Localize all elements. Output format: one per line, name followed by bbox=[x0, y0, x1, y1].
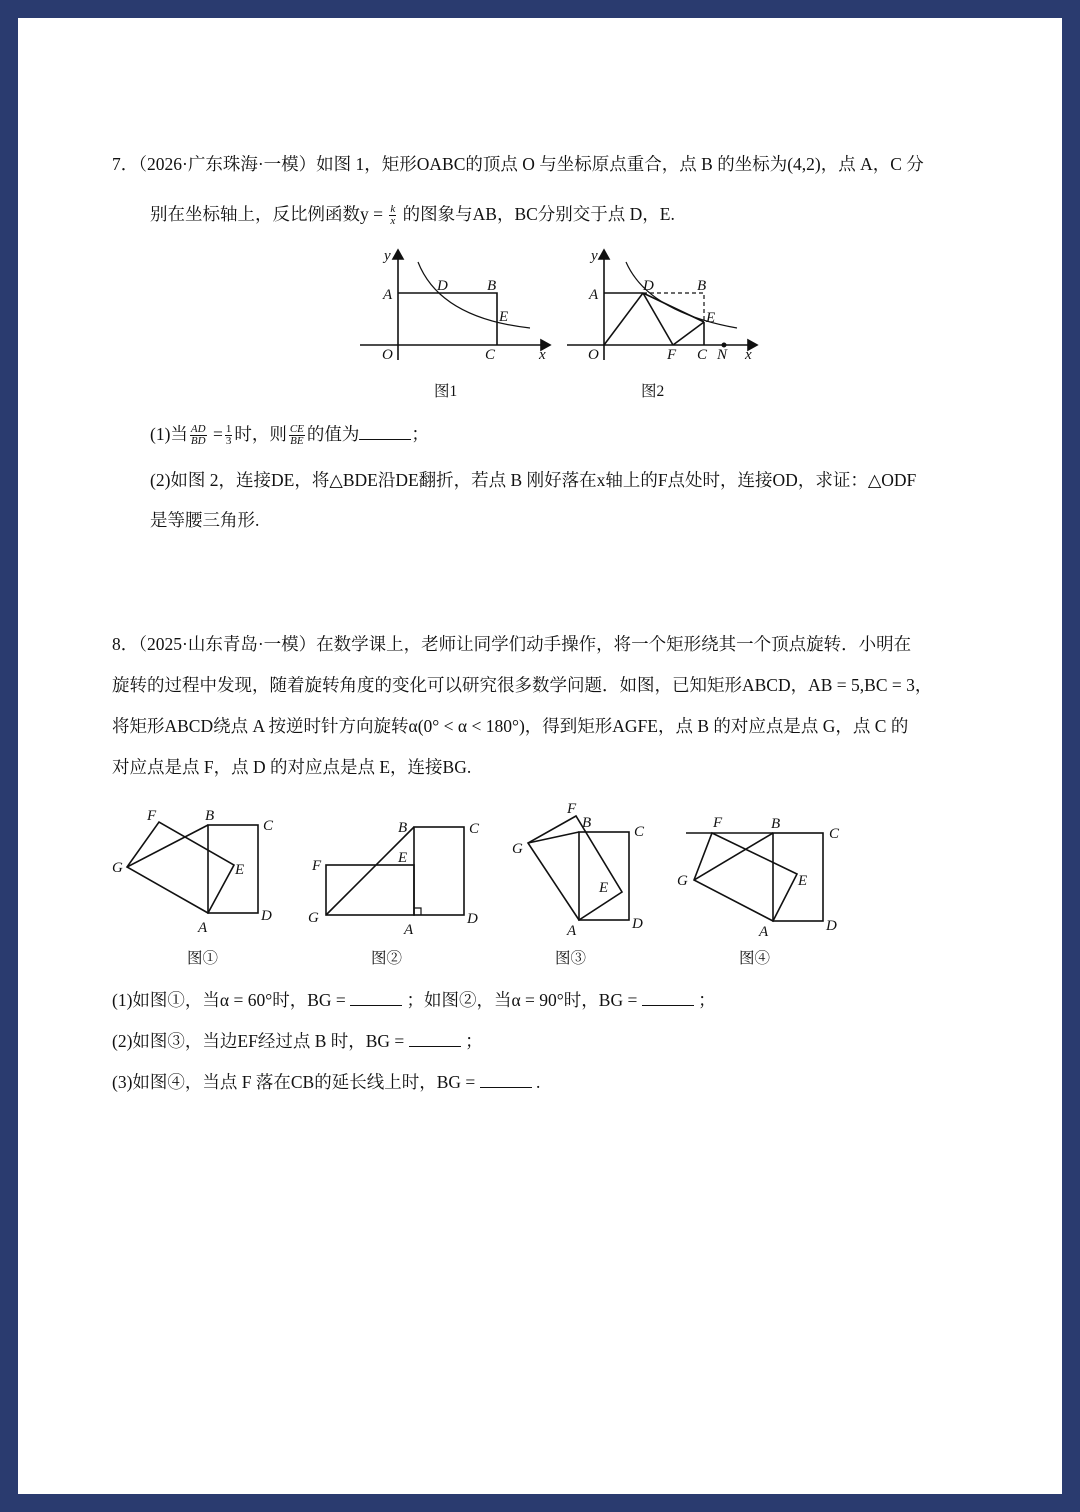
q7-stem-line1: 7．（2026·广东珠海·一模）如图 1，矩形OABC的顶点 O 与坐标原点重合，点 B 的坐标为(4,2)，点 A，C 分 bbox=[112, 154, 924, 174]
svg-text:G: G bbox=[112, 860, 123, 876]
q8-stem-line2: 旋转的过程中发现，随着旋转角度的变化可以研究很多数学问题．如图，已知矩形ABCD，AB = 5,BC = 3， bbox=[112, 675, 933, 695]
svg-text:D: D bbox=[632, 916, 643, 932]
svg-text:B: B bbox=[398, 820, 408, 836]
q8-stem-line3: 将矩形ABCD绕点 A 按逆时针方向旋转α(0° < α < 180°)，得到矩形AGFE，点 B 的对应点是点 G，点 C 的 bbox=[112, 716, 909, 736]
svg-text:F: F bbox=[312, 858, 322, 874]
svg-text:E: E bbox=[235, 862, 245, 878]
svg-text:E: E bbox=[599, 880, 609, 896]
svg-text:C: C bbox=[634, 824, 645, 840]
ad-bd-fraction: $\frac{AD}{BD}$ bbox=[190, 423, 206, 448]
q8-answer-blank-3[interactable] bbox=[409, 1030, 461, 1047]
svg-text:C: C bbox=[829, 826, 840, 842]
svg-text:A: A bbox=[198, 920, 208, 936]
svg-text:D: D bbox=[643, 278, 654, 294]
svg-text:F: F bbox=[713, 815, 723, 831]
svg-text:B: B bbox=[771, 816, 781, 832]
q7-part2-line1: (2)如图 2，连接DE，将△BDE沿DE翻折，若点 B 刚好落在x轴上的F点处时，连接OD，求证：△ODF bbox=[150, 470, 917, 490]
q8-figure-3-caption: 图③ bbox=[555, 950, 587, 967]
svg-text:E: E bbox=[499, 309, 509, 325]
q7-figure-2-caption: 图2 bbox=[641, 383, 665, 400]
svg-text:O: O bbox=[382, 347, 393, 363]
q8-answer-blank-2[interactable] bbox=[642, 989, 694, 1006]
svg-text:B: B bbox=[205, 808, 215, 824]
q7-part2-line2: 是等腰三角形. bbox=[150, 510, 260, 530]
ce-be-fraction: $\frac{CE}{BE}$ bbox=[289, 423, 304, 448]
q7-part1: (1)当 $\frac{AD}{BD}$ = $\frac{1}{3}$ 时，则 $\frac{CE}{BE}$ 的值为 ； bbox=[150, 423, 429, 448]
one-third-fraction: $\frac{1}{3}$ bbox=[225, 423, 232, 448]
q8-stem-line1: 8．（2025·山东青岛·一模）在数学课上，老师让同学们动手操作，将一个矩形绕其一个顶点旋转．小明在 bbox=[112, 634, 912, 654]
svg-text:B: B bbox=[487, 278, 497, 294]
q8-figure-1-caption: 图① bbox=[187, 950, 219, 967]
svg-text:B: B bbox=[582, 815, 592, 831]
svg-text:B: B bbox=[697, 278, 707, 294]
q7-figure-1-caption: 图1 bbox=[434, 383, 458, 400]
svg-text:D: D bbox=[261, 908, 272, 924]
q8-part1: (1)如图①，当α = 60°时，BG = ；如图②，当α = 90°时，BG = ； bbox=[112, 990, 716, 1010]
q7-stem-line2-end: 的图象与AB，BC分别交于点 D，E. bbox=[402, 204, 675, 224]
svg-text:F: F bbox=[567, 801, 577, 817]
svg-text:E: E bbox=[706, 310, 716, 326]
svg-text:C: C bbox=[263, 818, 274, 834]
svg-text:C: C bbox=[469, 821, 480, 837]
svg-text:A: A bbox=[589, 287, 599, 303]
svg-text:C: C bbox=[485, 347, 496, 363]
svg-text:A: A bbox=[383, 287, 393, 303]
svg-text:F: F bbox=[667, 347, 677, 363]
svg-text:D: D bbox=[437, 278, 448, 294]
q8-figure-4-caption: 图④ bbox=[739, 950, 771, 967]
q7-stem-line2-start: 别在坐标轴上，反比例函数y = bbox=[150, 204, 383, 224]
svg-text:G: G bbox=[512, 841, 523, 857]
q8-part3: (3)如图④，当点 F 落在CB的延长线上时，BG = . bbox=[112, 1072, 541, 1092]
svg-text:G: G bbox=[677, 873, 688, 889]
q8-answer-blank-4[interactable] bbox=[480, 1071, 532, 1088]
svg-text:x: x bbox=[539, 347, 546, 363]
svg-text:y: y bbox=[384, 248, 391, 264]
svg-text:D: D bbox=[467, 911, 478, 927]
svg-text:A: A bbox=[404, 922, 414, 938]
q8-stem-line4: 对应点是点 F，点 D 的对应点是点 E，连接BG. bbox=[112, 757, 472, 777]
q7-function-fraction: $\frac{k}{x}$ bbox=[390, 203, 396, 228]
q8-figure-2-caption: 图② bbox=[371, 950, 403, 967]
svg-text:O: O bbox=[588, 347, 599, 363]
svg-text:D: D bbox=[826, 918, 837, 934]
svg-text:C: C bbox=[697, 347, 708, 363]
svg-text:G: G bbox=[308, 910, 319, 926]
svg-text:E: E bbox=[398, 850, 408, 866]
svg-text:F: F bbox=[147, 808, 157, 824]
svg-text:E: E bbox=[798, 873, 808, 889]
q8-answer-blank-1[interactable] bbox=[350, 989, 402, 1006]
q8-part2: (2)如图③，当边EF经过点 B 时，BG = ； bbox=[112, 1031, 483, 1051]
svg-text:N: N bbox=[717, 347, 728, 363]
svg-text:A: A bbox=[759, 924, 769, 940]
svg-text:x: x bbox=[745, 347, 752, 363]
svg-text:A: A bbox=[567, 923, 577, 939]
svg-text:y: y bbox=[591, 248, 598, 264]
